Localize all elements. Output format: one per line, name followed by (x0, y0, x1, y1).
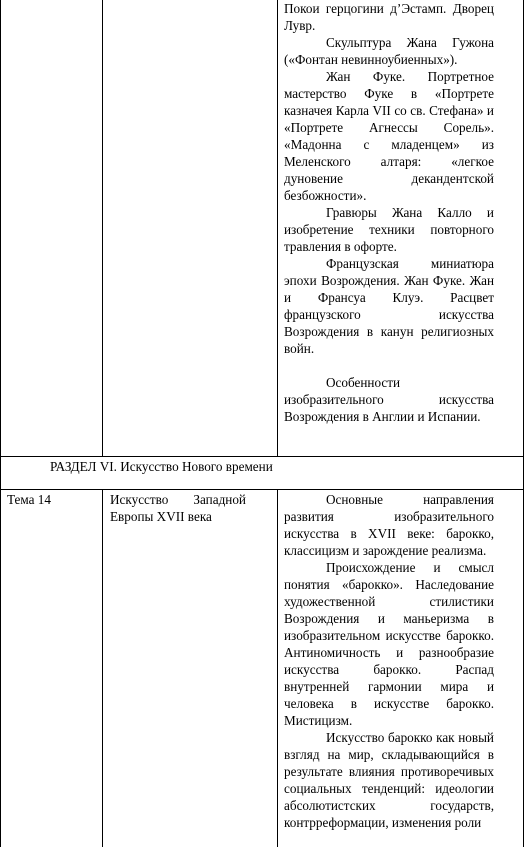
col-divider-2-top (277, 0, 278, 456)
paragraph: Основные направления развития изобразительного искусства в XVII веке: барокко, классицизм и зарождение реализма. (284, 492, 494, 558)
tema-label: Тема 14 (7, 492, 51, 507)
topic-line: Европы XVII века (110, 509, 212, 524)
row1-content-cell (284, 0, 494, 425)
paragraph: Скульптура Жана Гужона («Фонтан невинноубиенных»). (284, 35, 494, 67)
topic-title (110, 491, 246, 525)
blank-line (284, 357, 494, 374)
topic-word: Западной (193, 492, 246, 507)
paragraph: Гравюры Жана Калло и изобретение техники повторного травления в офорте. (284, 205, 494, 254)
row-divider-2 (0, 489, 524, 490)
paragraph: Покои герцогини д’Эстамп. Дворец Лувр. (284, 1, 494, 33)
paragraph: Жан Фуке. Портретное мастерство Фуке в «Портрете казначея Карла VII со св. Стефана» и «Портрете Агнессы Сорель». «Мадонна с младенцем» из Меленского алтаря: «легкое дуновение декандентской безбожности». (284, 69, 494, 203)
col-divider-1-bottom (102, 489, 103, 847)
paragraph: Происхождение и смысл понятия «барокко». Наследование художественной стилистики Возрождения и маньеризма в изобразительном искусстве барокко. Антиномичность и разнообразие искусства барокко. Распад внутренней гармонии мира и человека в искусстве барокко. Мистицизм. (284, 560, 494, 728)
topic-word: Искусство (110, 492, 169, 507)
paragraph: Особенности изобразительного искусства Возрождения в Англии и Испании. (284, 375, 494, 424)
row-divider-1 (0, 456, 524, 457)
table-border-left (0, 0, 1, 847)
row2-content-cell (284, 491, 494, 831)
col-divider-1-top (102, 0, 103, 456)
paragraph: Искусство барокко как новый взгляд на мир, складывающийся в результате влияния противоречивых социальных тенденций: идеологии абсолютистских государств, контрреформации, изменения роли (284, 730, 494, 830)
paragraph: Французская миниатюра эпохи Возрождения. Жан Фуке. Жан и Франсуа Клуэ. Расцвет французского искусства Возрождения в канун религиозных войн. (284, 256, 494, 356)
section-title: РАЗДЕЛ VI. Искусство Нового времени (50, 459, 273, 474)
col-divider-2-bottom (277, 489, 278, 847)
